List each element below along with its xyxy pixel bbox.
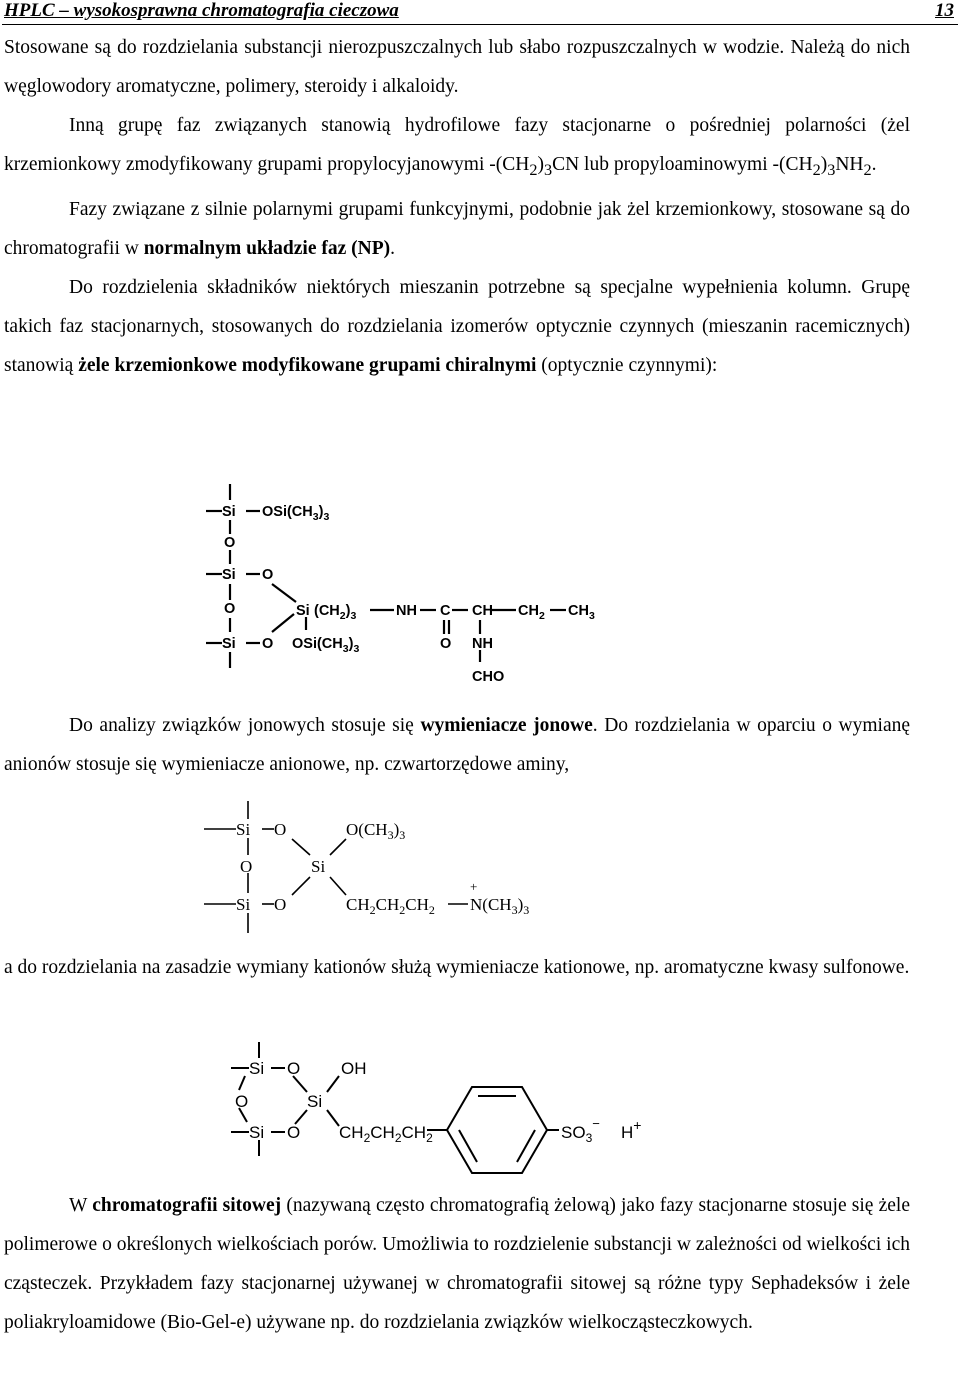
svg-text:Si: Si <box>311 857 326 876</box>
svg-text:O: O <box>440 636 452 652</box>
paragraph-1: Stosowane są do rozdzielania substancji nierozpuszczalnych lub słabo rozpuszczalnych w wodzie. Należą do nich węglowodory aromatyczne, polimery, steroidy i alkaloidy. <box>4 37 910 97</box>
svg-text:O(CH3)3: $O(CH_3)_3$ <box>346 820 406 842</box>
text-block-3 <box>4 948 910 987</box>
svg-text:O: O <box>235 1092 249 1111</box>
header-title: HPLC – wysokosprawna chromatografia cieczowa <box>4 0 399 21</box>
svg-text:CHO: CHO <box>472 669 505 685</box>
svg-text:OSi(CH3)3: $OSi(CH_3)_3$ <box>262 504 330 523</box>
svg-text:CH: CH <box>472 603 493 619</box>
svg-text:Si: Si <box>222 504 236 520</box>
svg-text:Si: Si <box>249 1123 265 1142</box>
svg-text:OH: OH <box>341 1059 367 1078</box>
svg-text:C: C <box>440 603 451 619</box>
svg-text:NH: NH <box>396 603 417 619</box>
svg-text:Si: Si <box>296 603 310 619</box>
paragraph-3: Fazy związane z silnie polarnymi grupami funkcyjnymi, podobnie jak żel krzemionkowy, stosowane są do chromatografii w normalnym układzie faz (NP). <box>4 198 910 259</box>
svg-text:O: O <box>262 636 274 652</box>
svg-text:Si: Si <box>249 1059 265 1078</box>
svg-text:O: O <box>224 535 236 551</box>
svg-text:O: O <box>274 820 287 839</box>
svg-text:O: O <box>224 601 236 617</box>
svg-text:O: O <box>287 1059 301 1078</box>
svg-text:O: O <box>240 857 253 876</box>
svg-text:Si: Si <box>236 895 251 914</box>
svg-text:O: O <box>262 567 274 583</box>
page-number: 13 <box>935 0 954 21</box>
svg-text:Si: Si <box>222 636 236 652</box>
anion-exchanger-structure <box>170 793 580 943</box>
svg-text:+: + <box>470 879 478 894</box>
svg-text:NH: NH <box>472 636 493 652</box>
svg-text:Si: Si <box>222 567 236 583</box>
svg-text:O: O <box>274 895 287 914</box>
text-block-4 <box>4 1186 910 1342</box>
text-block-2 <box>4 706 910 784</box>
svg-text:OSi(CH3)3: $OSi(CH_3)_3$ <box>292 636 360 655</box>
paragraph-5: Do analizy związków jonowych stosuje się wymieniacze jonowe. Do rozdzielania w oparciu o wymianę anionów stosuje się wymieniacze anionowe, np. czwartorzędowe aminy, <box>4 715 911 775</box>
paragraph-6: a do rozdzielania na zasadzie wymiany kationów służą wymieniacze kationowe, np. aromatyczne kwasy sulfonowe. <box>4 957 910 978</box>
svg-text:Si: Si <box>307 1092 323 1111</box>
svg-text:CH2: $CH_2$ <box>518 603 545 622</box>
svg-text:CH2CH2CH2: $CH_2CH_2CH_2$ <box>339 1123 433 1145</box>
svg-text:O: O <box>287 1123 301 1142</box>
chiral-phase-structure <box>170 462 625 700</box>
svg-text:CH2CH2CH2: $CH_2CH_2CH_2$ <box>346 895 435 917</box>
svg-text:H+: H+ <box>621 1117 642 1142</box>
paragraph-2: Inną grupę faz związanych stanowią hydrofilowe fazy stacjonarne o pośredniej polarności (żel krzemionkowy zmodyfikowany grupami propylocyjanowymi $-(CH_2)_3CN$ lub propyloaminowymi $-(CH_2)_3NH_2$. <box>4 115 910 179</box>
paragraph-4: Do rozdzielenia składników niektórych mieszanin potrzebne są specjalne wypełnienia kolumn. Grupę takich faz stacjonarnych, stosowanych do rozdzielania izomerów optycznie czynnych (mieszanin racemicznych) stanowią żele krzemionkowe modyfikowane grupami chiralnymi (optycznie czynnymi): <box>4 276 910 376</box>
svg-text:(CH2)3: $(CH_2)_3$ <box>314 603 357 622</box>
svg-text:N(CH3)3: $N(CH_3)_3$ <box>470 895 530 917</box>
page-header <box>2 0 958 25</box>
text-block-1 <box>4 28 910 385</box>
paragraph-7: W chromatografii sitowej (nazywaną często chromatografią żelową) jako fazy stacjonarne stosuje się żele polimerowe o określonych wielkościach porów. Umożliwia to rozdzielenie substancji w zależności od wielkości ich cząsteczek. Przykładem fazy stacjonarnej używanej w chromatografii sitowej są różne typy Sephadeksów i żele poliakryloamidowe (Bio-Gel-e) używane np. do rozdzielania związków wielkocząsteczkowych. <box>4 1195 910 1333</box>
svg-text:CH3: $CH_3$ <box>568 603 595 622</box>
cation-exchanger-structure <box>155 1032 675 1182</box>
svg-text:SO3−: $SO_3^-$ <box>561 1116 600 1145</box>
svg-text:Si: Si <box>236 820 251 839</box>
